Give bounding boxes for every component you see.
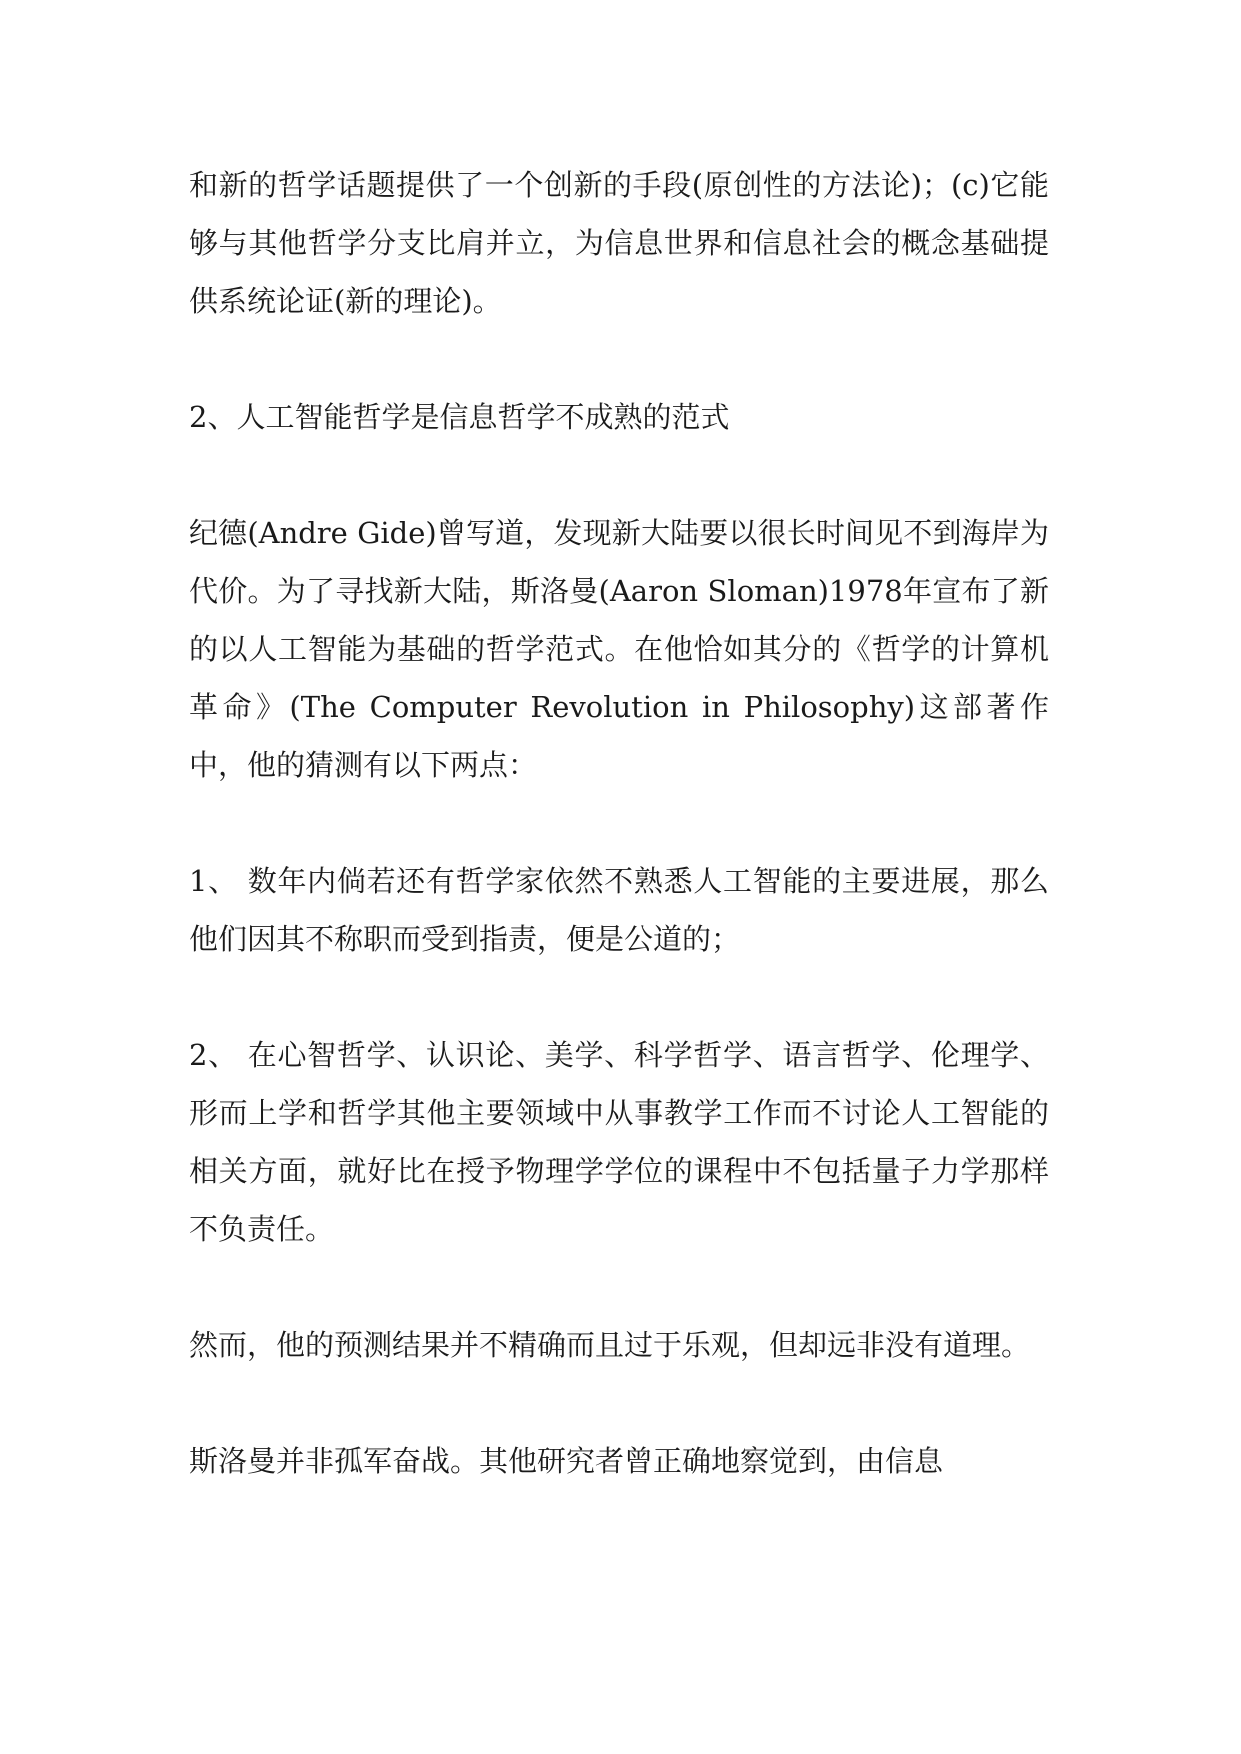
list-item-2: 2、 在心智哲学、认识论、美学、科学哲学、语言哲学、伦理学、形而上学和哲学其他主要领域中从事教学工作而不讨论人工智能的相关方面，就好比在授予物理学学位的课程中不包括量子力学那样不负责任。 [189, 1038, 1049, 1246]
paragraph-gide-sloman: 纪德(Andre Gide)曾写道，发现新大陆要以很长时间见不到海岸为代价。为了寻找新大陆，斯洛曼(Aaron Sloman)1978年宣布了新的以人工智能为基础的哲学范式。在他恰如其分的《哲学的计算机革命》(The Computer Revolution in Philosophy)这部著作中，他的猜测有以下两点： [189, 516, 1049, 782]
section-heading: 2、人工智能哲学是信息哲学不成熟的范式 [189, 400, 730, 434]
paragraph-prediction: 然而，他的预测结果并不精确而且过于乐观，但却远非没有道理。 [189, 1328, 1031, 1362]
paragraph-continuation: 和新的哲学话题提供了一个创新的手段(原创性的方法论)；(c)它能够与其他哲学分支比肩并立，为信息世界和信息社会的概念基础提供系统论证(新的理论)。 [189, 168, 1049, 318]
paragraph-others: 斯洛曼并非孤军奋战。其他研究者曾正确地察觉到，由信息 [189, 1444, 944, 1478]
document-body [189, 156, 1049, 1490]
list-item-1: 1、 数年内倘若还有哲学家依然不熟悉人工智能的主要进展，那么他们因其不称职而受到指责，便是公道的； [189, 864, 1049, 956]
